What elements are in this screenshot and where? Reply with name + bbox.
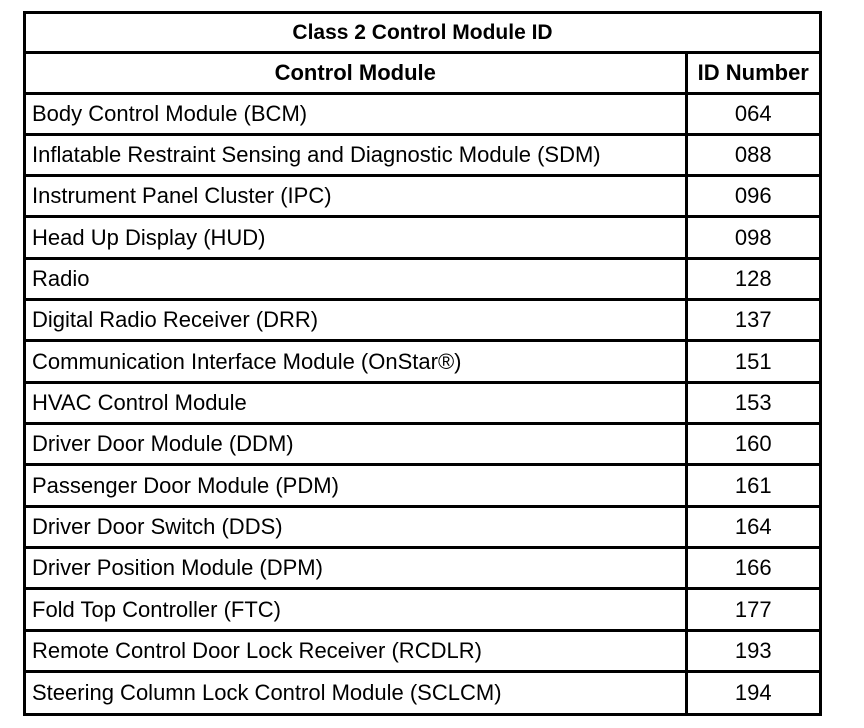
table-row (26, 217, 819, 258)
module-name-cell: Head Up Display (HUD) (26, 217, 686, 258)
id-number-cell: 137 (686, 300, 819, 341)
table-row (26, 672, 819, 713)
table-header-row (26, 52, 819, 93)
id-number-cell: 064 (686, 93, 819, 134)
module-name-cell: Driver Position Module (DPM) (26, 548, 686, 589)
module-name-cell: Fold Top Controller (FTC) (26, 589, 686, 630)
id-number-cell: 096 (686, 176, 819, 217)
module-name-cell: Passenger Door Module (PDM) (26, 465, 686, 506)
table-row (26, 382, 819, 423)
id-number-cell: 166 (686, 548, 819, 589)
id-number-cell: 193 (686, 630, 819, 671)
table-row (26, 258, 819, 299)
id-number-cell: 177 (686, 589, 819, 630)
table-title-row (26, 14, 819, 52)
module-name-cell: Communication Interface Module (OnStar®) (26, 341, 686, 382)
module-name-cell: HVAC Control Module (26, 382, 686, 423)
id-number-cell: 194 (686, 672, 819, 713)
id-number-cell: 098 (686, 217, 819, 258)
control-module-id-table (26, 14, 819, 713)
module-name-cell: Steering Column Lock Control Module (SCLCM) (26, 672, 686, 713)
module-name-cell: Driver Door Module (DDM) (26, 424, 686, 465)
table-row (26, 341, 819, 382)
table-row (26, 506, 819, 547)
table-body (26, 93, 819, 713)
column-header-id-number: ID Number (686, 52, 819, 93)
column-header-control-module: Control Module (26, 52, 686, 93)
module-name-cell: Remote Control Door Lock Receiver (RCDLR) (26, 630, 686, 671)
id-number-cell: 164 (686, 506, 819, 547)
id-number-cell: 153 (686, 382, 819, 423)
table-title: Class 2 Control Module ID (26, 14, 819, 52)
table-row (26, 424, 819, 465)
module-name-cell: Inflatable Restraint Sensing and Diagnostic Module (SDM) (26, 134, 686, 175)
table-row (26, 300, 819, 341)
table-row (26, 176, 819, 217)
id-number-cell: 160 (686, 424, 819, 465)
table-row (26, 465, 819, 506)
table-row (26, 548, 819, 589)
module-name-cell: Driver Door Switch (DDS) (26, 506, 686, 547)
module-name-cell: Body Control Module (BCM) (26, 93, 686, 134)
id-number-cell: 151 (686, 341, 819, 382)
table-row (26, 589, 819, 630)
control-module-id-table-frame (23, 11, 822, 716)
table-row (26, 93, 819, 134)
table-row (26, 630, 819, 671)
id-number-cell: 088 (686, 134, 819, 175)
module-name-cell: Radio (26, 258, 686, 299)
id-number-cell: 128 (686, 258, 819, 299)
table-row (26, 134, 819, 175)
module-name-cell: Instrument Panel Cluster (IPC) (26, 176, 686, 217)
id-number-cell: 161 (686, 465, 819, 506)
module-name-cell: Digital Radio Receiver (DRR) (26, 300, 686, 341)
